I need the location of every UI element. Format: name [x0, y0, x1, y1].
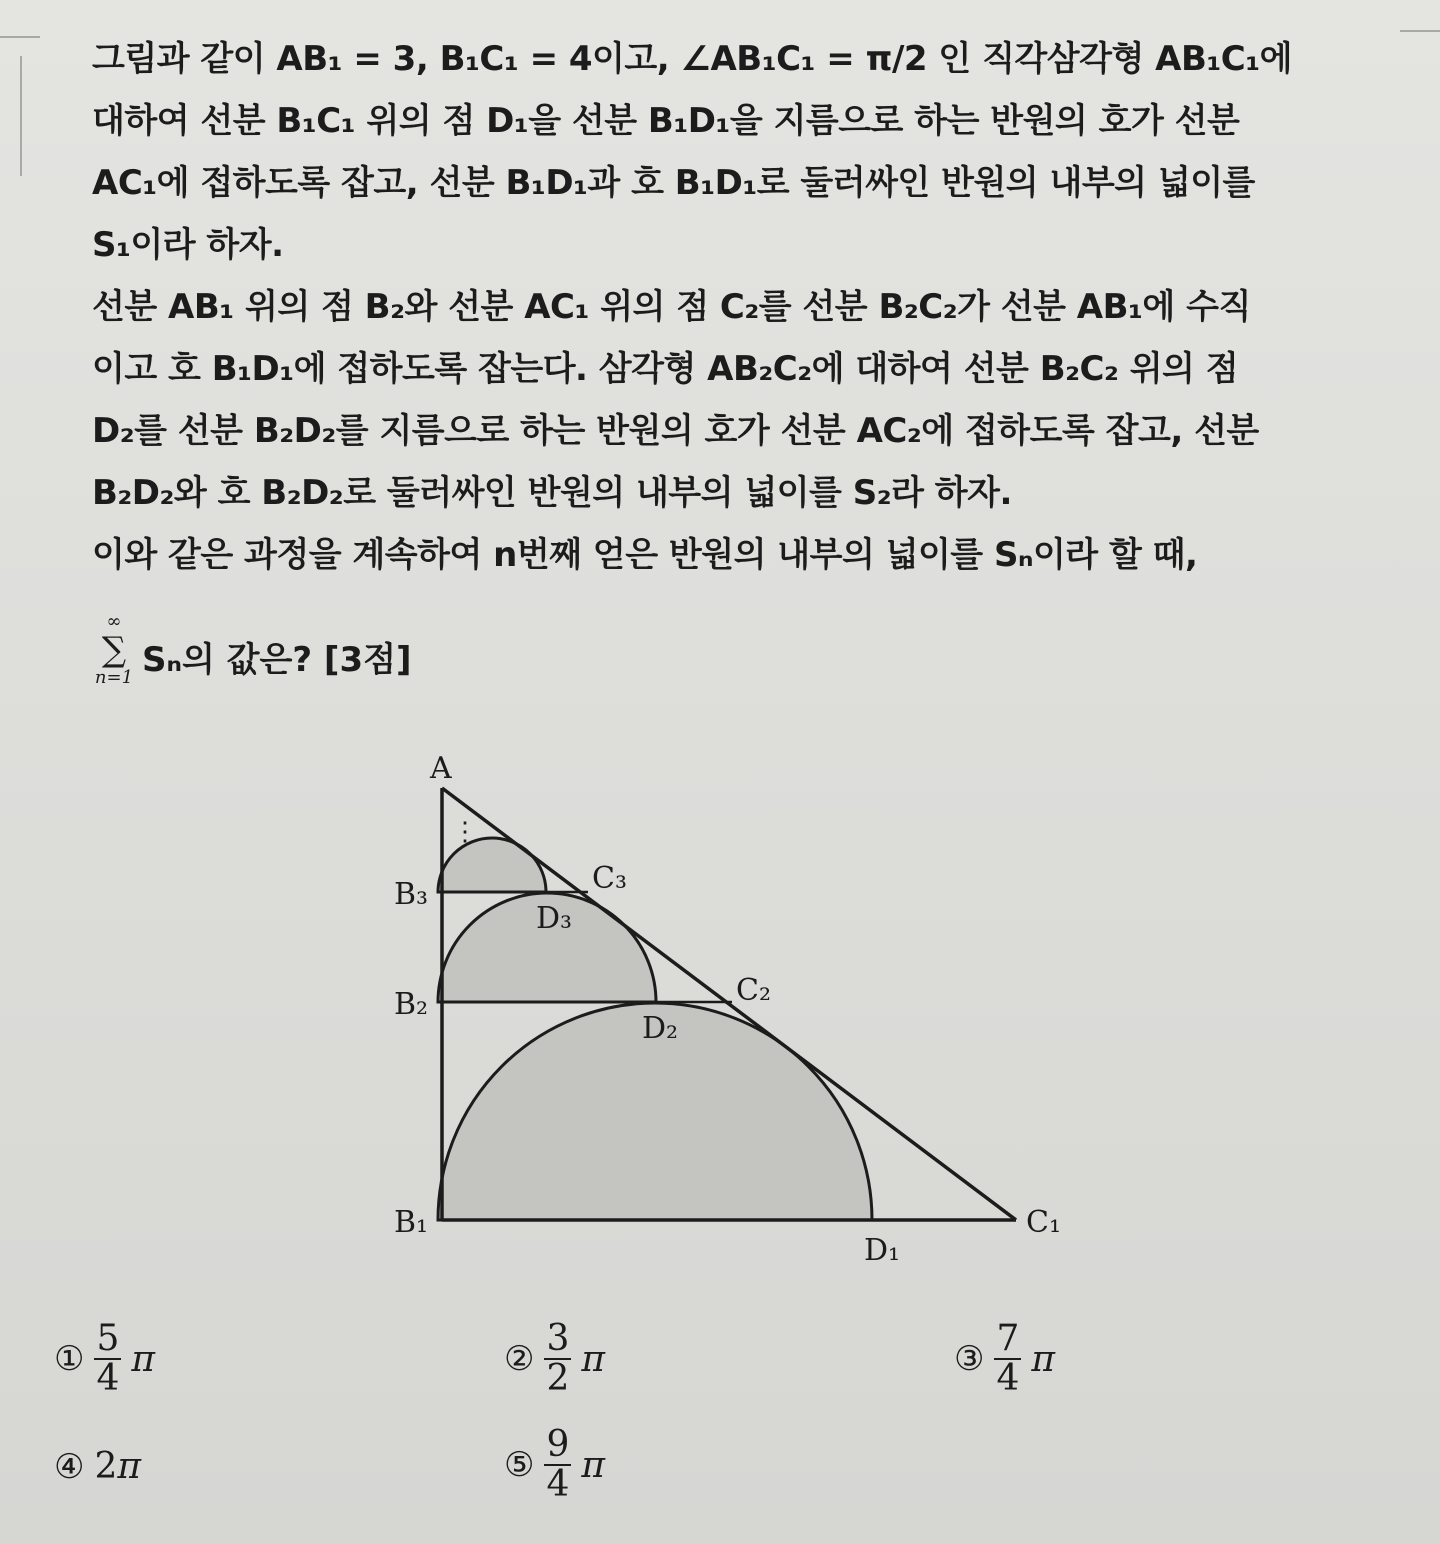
label-b1: B₁	[394, 1205, 429, 1240]
choice-3-pi: π	[1031, 1338, 1056, 1380]
problem-line-7: D₂를 선분 B₂D₂를 지름으로 하는 반원의 호가 선분 AC₂에 접하도록 잡고, 선분	[92, 411, 1259, 451]
choice-2-number: ②	[504, 1339, 535, 1379]
label-b2: B₂	[394, 987, 429, 1022]
choice-5[interactable]	[504, 1426, 605, 1504]
problem-line-6: 이고 호 B₁D₁에 접하도록 잡는다. 삼각형 AB₂C₂에 대하여 선분 B₂C₂ 위의 점	[92, 349, 1239, 389]
problem-line-8: B₂D₂와 호 B₂D₂로 둘러싸인 반원의 내부의 넓이를 S₂라 하자.	[92, 473, 1012, 513]
choice-1-number: ①	[54, 1339, 85, 1379]
choice-2-numerator: 3	[546, 1318, 570, 1359]
choice-2-pi: π	[581, 1338, 606, 1380]
margin-line-right-top	[1400, 30, 1440, 32]
problem-line-2: 대하여 선분 B₁C₁ 위의 점 D₁을 선분 B₁D₁을 지름으로 하는 반원의 호가 선분	[92, 101, 1240, 141]
choice-4[interactable]	[54, 1446, 141, 1487]
question-text: Sₙ의 값은? [3점]	[142, 640, 412, 680]
choice-5-fraction	[544, 1426, 571, 1504]
problem-text	[92, 28, 1382, 586]
choice-3-number: ③	[954, 1339, 985, 1379]
choice-2-denominator: 2	[546, 1358, 570, 1399]
choice-4-value: 2	[94, 1446, 118, 1487]
label-a: A	[430, 751, 452, 786]
choice-5-pi: π	[581, 1444, 606, 1486]
label-d1: D₁	[864, 1233, 901, 1268]
choice-4-pi: π	[117, 1446, 142, 1487]
label-c2: C₂	[736, 973, 771, 1008]
summation	[90, 612, 138, 688]
choice-5-number: ⑤	[504, 1445, 535, 1485]
label-d3: D₃	[536, 901, 573, 936]
choice-1-fraction	[94, 1320, 121, 1398]
problem-line-4: S₁이라 하자.	[92, 225, 284, 265]
label-c3: C₃	[592, 861, 627, 896]
sum-lower-limit: n=1	[94, 667, 134, 688]
choice-3-numerator: 7	[996, 1318, 1020, 1359]
margin-line-left-vertical	[20, 56, 22, 176]
answer-choices	[54, 1320, 1354, 1540]
choice-2-fraction	[544, 1320, 571, 1398]
geometry-figure	[380, 740, 1100, 1280]
choice-1-pi: π	[131, 1338, 156, 1380]
margin-line-left-top	[0, 36, 40, 38]
label-d2: D₂	[642, 1011, 679, 1046]
problem-line-1: 그림과 같이 AB₁ = 3, B₁C₁ = 4이고, ∠AB₁C₁ = π/2 인 직각삼각형 AB₁C₁에	[92, 39, 1292, 79]
choice-1-numerator: 5	[96, 1318, 120, 1359]
choice-2[interactable]	[504, 1320, 605, 1398]
choice-3-fraction	[994, 1320, 1021, 1398]
choice-5-numerator: 9	[546, 1424, 570, 1465]
choice-3[interactable]	[954, 1320, 1055, 1398]
label-c1: C₁	[1026, 1205, 1061, 1240]
problem-line-5: 선분 AB₁ 위의 점 B₂와 선분 AC₁ 위의 점 C₂를 선분 B₂C₂가 선분 AB₁에 수직	[92, 287, 1251, 327]
label-dots: ⋮	[452, 817, 478, 847]
problem-line-3: AC₁에 접하도록 잡고, 선분 B₁D₁과 호 B₁D₁로 둘러싸인 반원의 내부의 넓이를	[92, 163, 1255, 203]
choice-4-number: ④	[54, 1446, 85, 1487]
choice-1[interactable]	[54, 1320, 155, 1398]
label-b3: B₃	[394, 877, 429, 912]
choice-3-denominator: 4	[996, 1358, 1020, 1399]
problem-line-9: 이와 같은 과정을 계속하여 n번째 얻은 반원의 내부의 넓이를 Sₙ이라 할 때,	[92, 535, 1198, 575]
sum-upper-limit: ∞	[106, 611, 122, 632]
choice-1-denominator: 4	[96, 1358, 120, 1399]
choice-5-denominator: 4	[546, 1464, 570, 1505]
sum-symbol: ∑	[101, 630, 127, 670]
question-line	[90, 612, 690, 702]
